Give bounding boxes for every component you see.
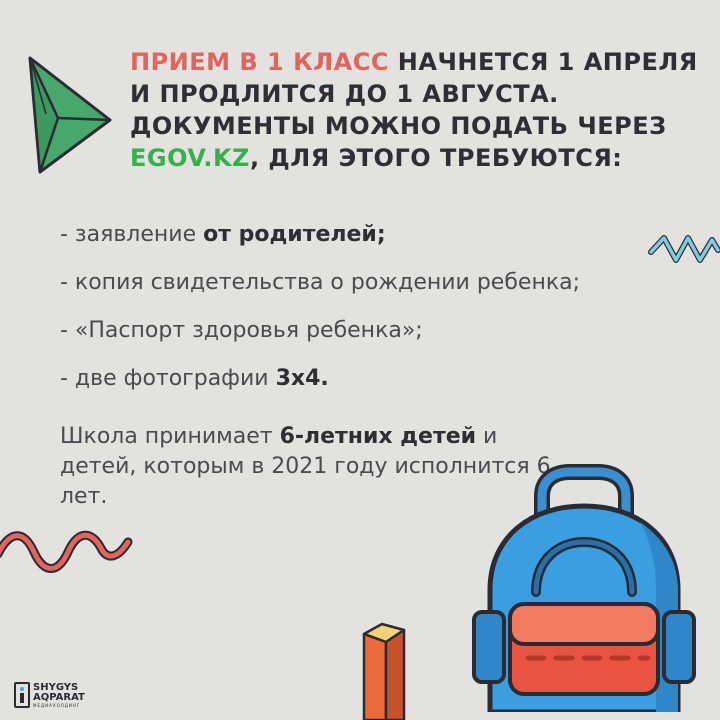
note-text-end: и детей, которым в 2021 году исполнится 6 лет. <box>60 424 551 509</box>
list-item-bold: от родителей; <box>203 222 386 247</box>
note-text: Школа принимает <box>60 424 280 449</box>
headline-site: EGOV.KZ <box>130 144 250 172</box>
logo-line-1: SHYGYS <box>33 681 79 693</box>
backpack-icon <box>470 462 700 712</box>
wave-icon <box>0 520 134 580</box>
headline-text-1: НАЧНЕТСЯ 1 АПРЕЛЯ И ПРОДЛИТСЯ ДО 1 АВГУСТА. ДОКУМЕНТЫ МОЖНО ПОДАТЬ ЧЕРЕЗ <box>130 48 698 140</box>
logo-subtitle: МЕДИАХОЛДИНГ <box>33 702 81 708</box>
headline-highlight: ПРИЕМ В 1 КЛАСС <box>130 48 389 76</box>
logo-text <box>33 683 85 708</box>
list-item <box>60 268 680 298</box>
logo-icon <box>14 682 30 708</box>
note-bold: 6-летних детей <box>279 424 477 449</box>
list-item-text: - две фотографии <box>60 366 276 391</box>
shygys-aqparat-logo <box>14 682 85 708</box>
list-item <box>60 316 680 346</box>
list-item <box>60 364 680 394</box>
headline-text-2: , ДЛЯ ЭТОГО ТРЕБУЮТСЯ: <box>249 144 623 172</box>
list-item-text: - копия свидетельства о рождении ребенка; <box>60 270 581 295</box>
list-item-bold: 3х4. <box>275 366 329 391</box>
list-item-text: - «Паспорт здоровья ребенка»; <box>60 318 423 343</box>
paper-plane-icon <box>18 50 118 180</box>
headline <box>130 46 710 174</box>
requirements-list <box>60 220 680 412</box>
list-item-text: - заявление <box>60 222 204 247</box>
pencil-icon <box>360 620 408 720</box>
list-item <box>60 220 680 250</box>
logo-line-2: AQPARAT <box>33 691 85 703</box>
